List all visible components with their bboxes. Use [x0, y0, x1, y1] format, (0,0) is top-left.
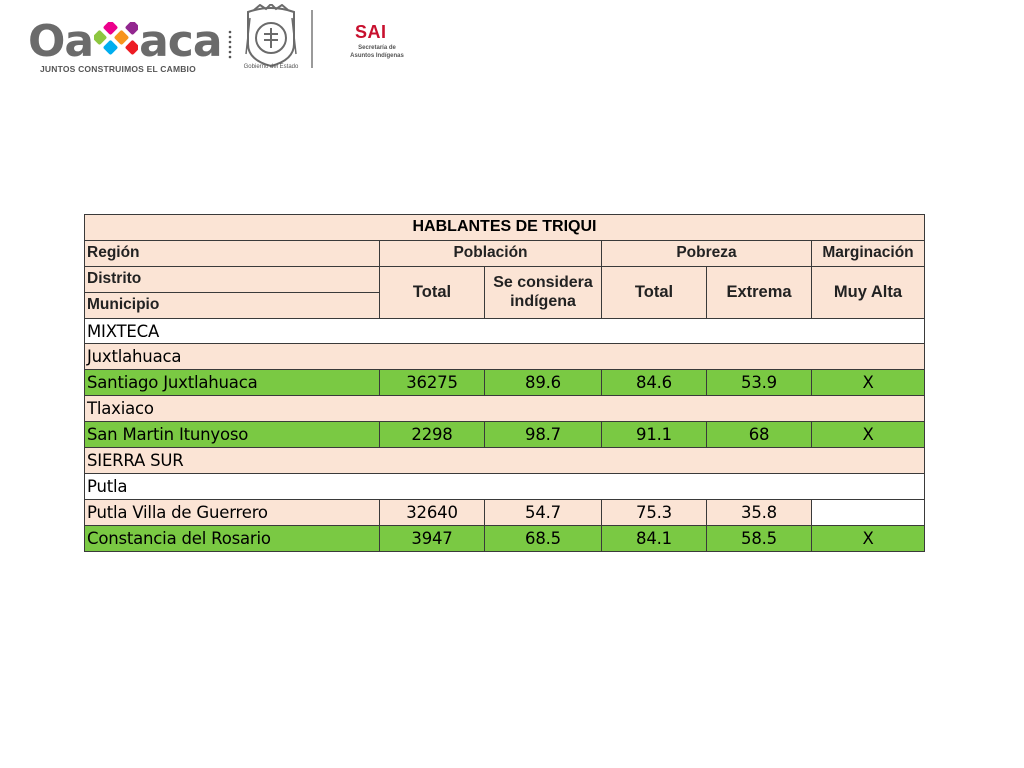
sai-fullname	[345, 44, 409, 60]
cell-pobreza-total: 84.6	[602, 370, 707, 396]
table-row	[85, 344, 925, 370]
distrito-label: Putla	[85, 473, 925, 499]
triqui-table-container	[84, 214, 925, 552]
cell-muy-alta: X	[812, 422, 925, 448]
cell-indigena: 68.5	[485, 525, 602, 551]
cell-indigena: 98.7	[485, 422, 602, 448]
cell-total-poblacion: 2298	[380, 422, 485, 448]
oaxaca-wordmark: Oa aca	[28, 16, 222, 67]
cell-total-poblacion: 36275	[380, 370, 485, 396]
cell-muy-alta: X	[812, 370, 925, 396]
table-row	[85, 499, 925, 525]
sai-acronym: SAI	[355, 22, 387, 42]
sai-logo	[345, 22, 415, 72]
cell-indigena: 89.6	[485, 370, 602, 396]
cell-pobreza-total: 75.3	[602, 499, 707, 525]
header-region: Región	[85, 240, 380, 266]
region-label: MIXTECA	[85, 318, 925, 344]
header-row-2	[85, 266, 925, 292]
distrito-label: Juxtlahuaca	[85, 344, 925, 370]
header-distrito: Distrito	[85, 266, 380, 292]
cell-total-poblacion: 32640	[380, 499, 485, 525]
header-pobreza: Pobreza	[602, 240, 812, 266]
header-se-considera-indigena: Se considera indígena	[485, 266, 602, 318]
header-marginacion: Marginación	[812, 240, 925, 266]
table-row	[85, 422, 925, 448]
region-label: SIERRA SUR	[85, 448, 925, 474]
brand-tagline: JUNTOS CONSTRUIMOS EL CAMBIO	[40, 64, 196, 74]
seal-caption: Gobierno del Estado	[243, 64, 299, 70]
cell-pobreza-total: 91.1	[602, 422, 707, 448]
table-row	[85, 396, 925, 422]
cell-indigena: 54.7	[485, 499, 602, 525]
cell-muy-alta	[812, 499, 925, 525]
distrito-label: Tlaxiaco	[85, 396, 925, 422]
cell-total-poblacion: 3947	[380, 525, 485, 551]
municipio-name: Putla Villa de Guerrero	[85, 499, 380, 525]
table-row	[85, 370, 925, 396]
cell-extrema: 58.5	[707, 525, 812, 551]
table-title: HABLANTES DE TRIQUI	[85, 215, 925, 241]
municipio-name: Constancia del Rosario	[85, 525, 380, 551]
header-divider	[311, 10, 313, 68]
header-total-pobreza: Total	[602, 266, 707, 318]
oaxaca-x-mark-icon	[94, 22, 138, 58]
header-muy-alta: Muy Alta	[812, 266, 925, 318]
oaxaca-logo	[28, 14, 222, 78]
municipio-name: Santiago Juxtlahuaca	[85, 370, 380, 396]
table-row	[85, 525, 925, 551]
table-row	[85, 473, 925, 499]
table-row	[85, 318, 925, 344]
header-municipio: Municipio	[85, 292, 380, 318]
header-total-poblacion: Total	[380, 266, 485, 318]
cell-extrema: 35.8	[707, 499, 812, 525]
header-row-1	[85, 240, 925, 266]
table-title-row	[85, 215, 925, 241]
table-row	[85, 448, 925, 474]
cell-muy-alta: X	[812, 525, 925, 551]
page-header	[0, 0, 1024, 90]
cell-extrema: 68	[707, 422, 812, 448]
header-extrema: Extrema	[707, 266, 812, 318]
header-poblacion: Población	[380, 240, 602, 266]
cell-pobreza-total: 84.1	[602, 525, 707, 551]
sai-fullname-line1: Secretaría de	[358, 45, 396, 51]
triqui-speakers-table	[84, 214, 925, 552]
municipio-name: San Martin Itunyoso	[85, 422, 380, 448]
cell-extrema: 53.9	[707, 370, 812, 396]
separator-dots	[228, 30, 232, 60]
sai-fullname-line2: Asuntos Indígenas	[350, 53, 404, 59]
